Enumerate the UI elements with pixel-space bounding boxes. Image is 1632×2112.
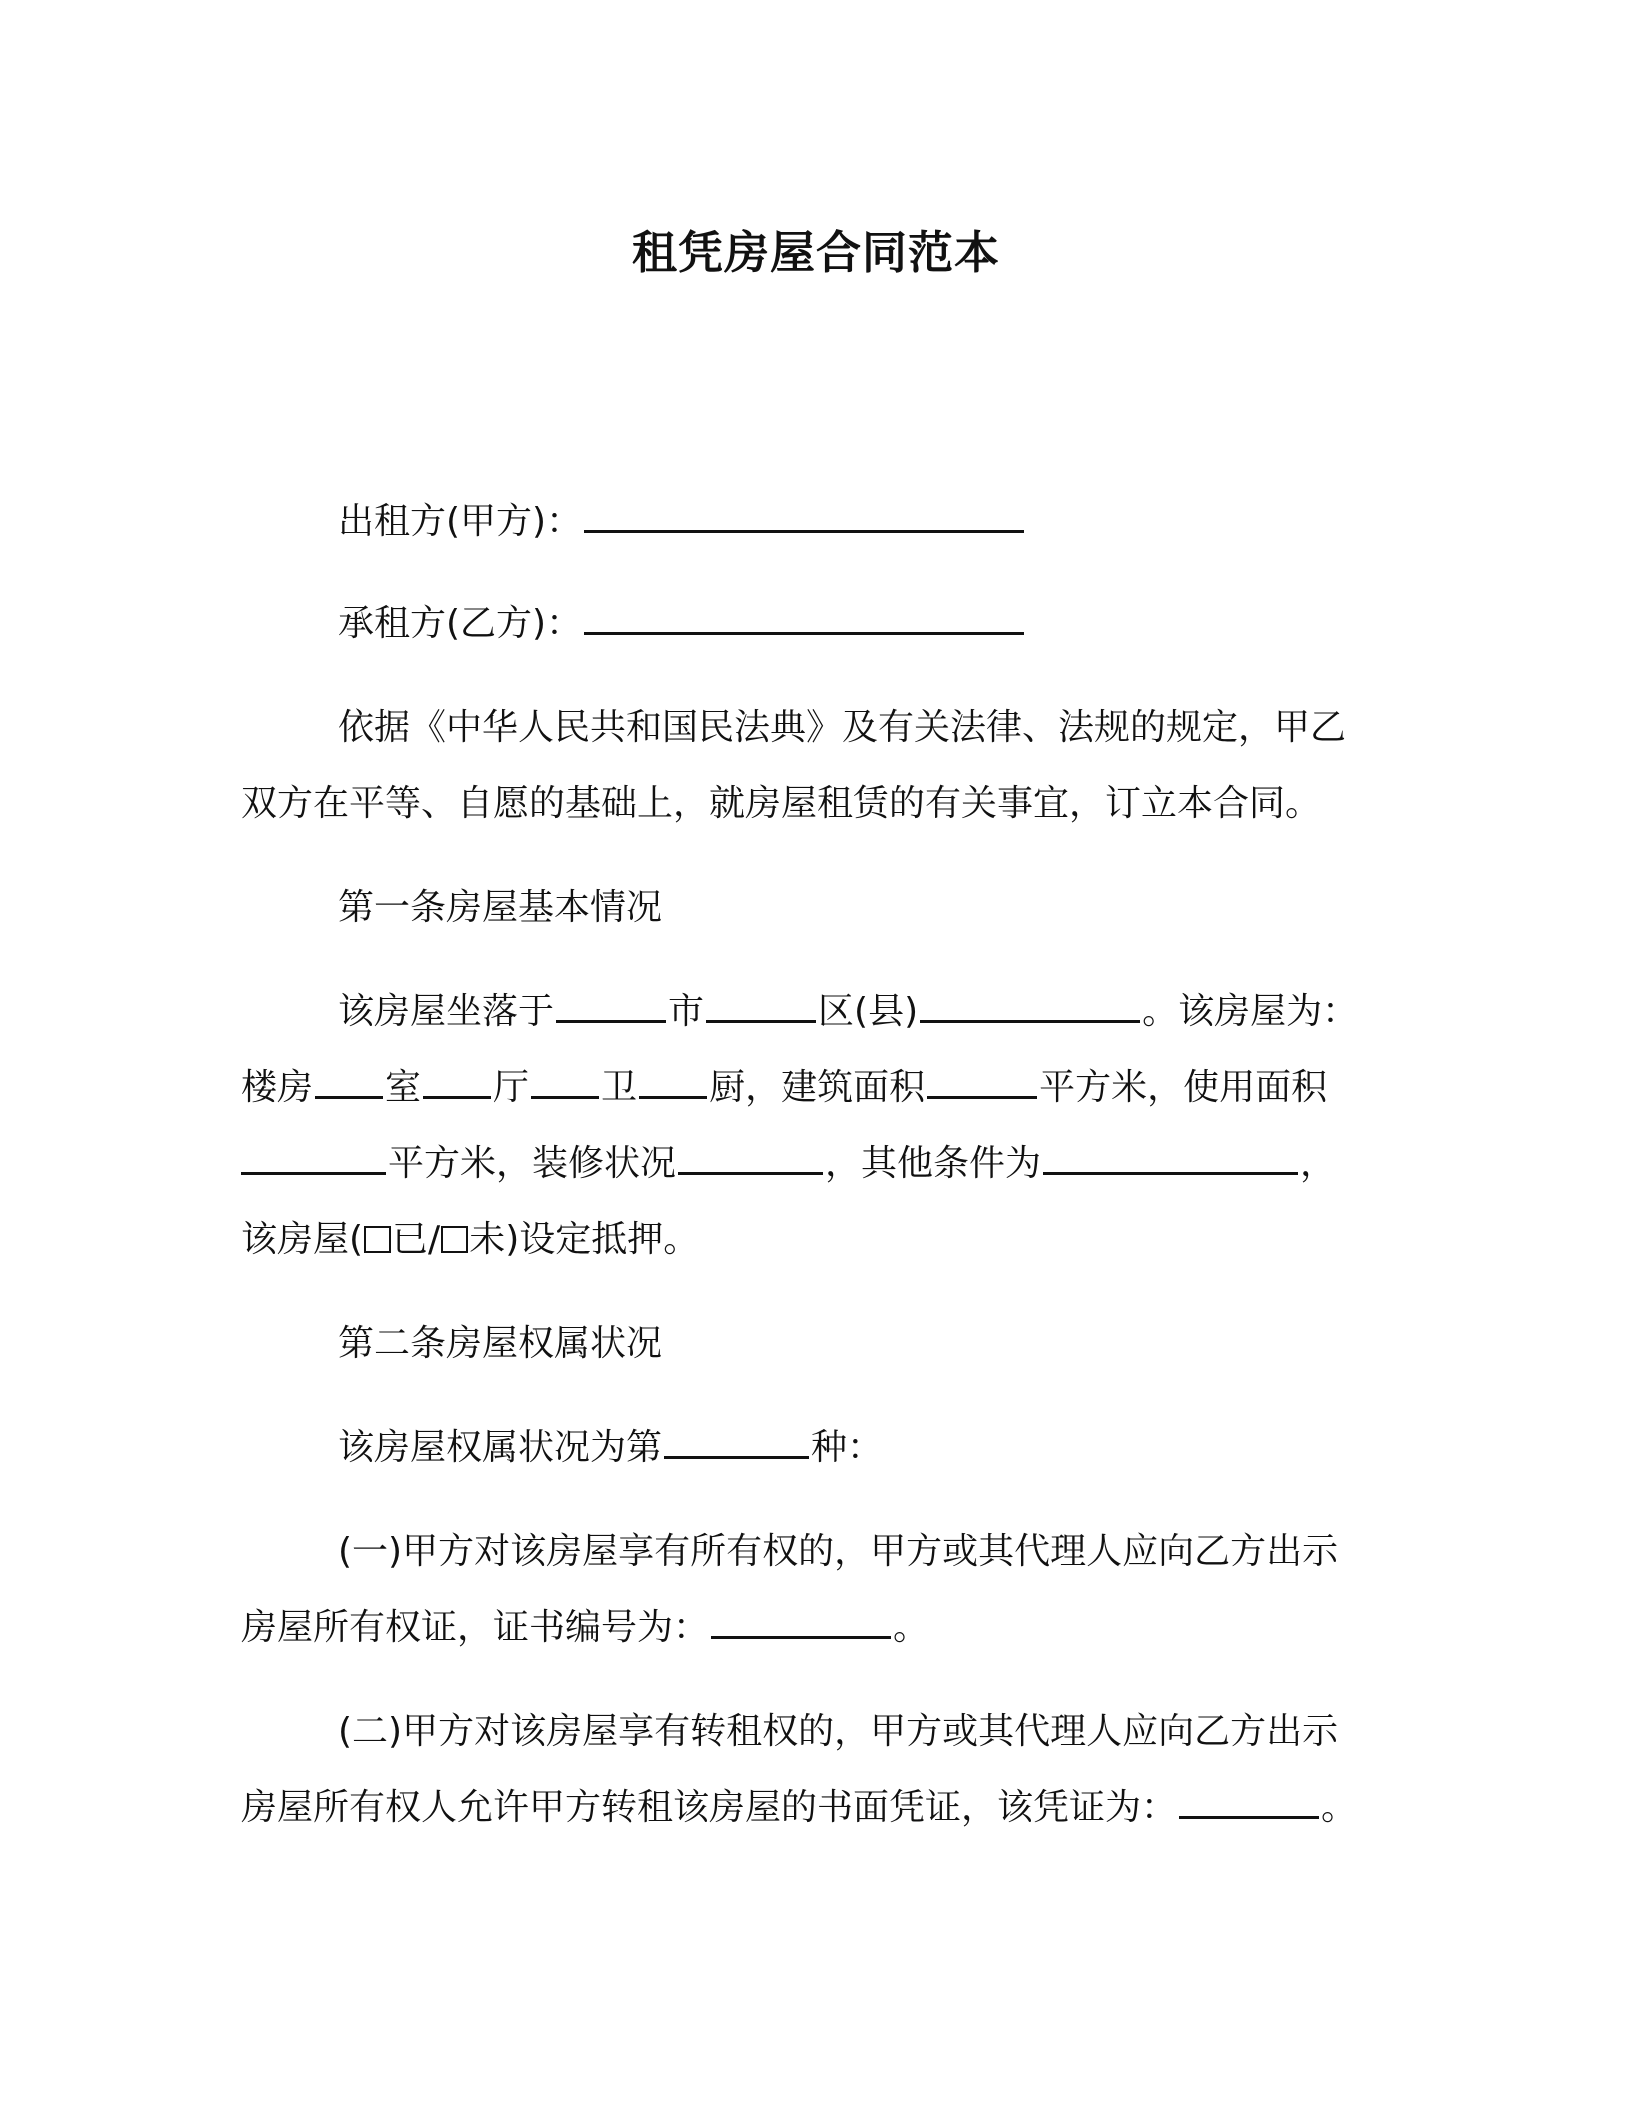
lessor-line — [338, 498, 1026, 546]
clause-2-line-2 — [241, 1784, 1357, 1832]
ownership-type-suffix: 种： — [811, 1427, 884, 1468]
ownership-type-label: 该房屋权属状况为第 — [338, 1427, 663, 1468]
clause-2-line-1: (二)甲方对该房屋享有转租权的，甲方或其代理人应向乙方出示 — [338, 1711, 1339, 1752]
usable-area-blank[interactable] — [241, 1142, 386, 1175]
other-conditions-blank[interactable] — [1043, 1142, 1298, 1175]
bath-count-blank[interactable] — [531, 1066, 599, 1099]
decoration-label: 平方米，装修状况 — [388, 1143, 677, 1184]
article-1-line-3 — [241, 1140, 1336, 1188]
sublease-proof-label: 房屋所有权人允许甲方转租该房屋的书面凭证，该凭证为： — [241, 1787, 1178, 1828]
clause-1-line-1: (一)甲方对该房屋享有所有权的，甲方或其代理人应向乙方出示 — [338, 1531, 1339, 1572]
not-mortgaged-option-label: 未)设定抵押。 — [469, 1219, 700, 1260]
floor-area-label: 厨，建筑面积 — [709, 1067, 926, 1108]
usable-area-label: 平方米，使用面积 — [1039, 1067, 1328, 1108]
certificate-label: 房屋所有权证，证书编号为： — [241, 1607, 710, 1648]
district-label: 区(县) — [818, 991, 919, 1032]
hall-label: 厅 — [493, 1067, 530, 1108]
district-blank[interactable] — [706, 990, 816, 1023]
mortgage-label: 该房屋( — [241, 1219, 364, 1260]
lessee-label: 承租方(乙方)： — [338, 603, 583, 644]
mortgaged-option-label: 已/ — [392, 1219, 441, 1260]
period: 。 — [893, 1607, 930, 1648]
article-1-line-2 — [241, 1064, 1327, 1112]
clause-1-line-2 — [241, 1604, 929, 1652]
kitchen-count-blank[interactable] — [639, 1066, 707, 1099]
house-type-label: 。该房屋为： — [1142, 991, 1359, 1032]
article-1-line-4 — [241, 1216, 699, 1264]
city-label: 市 — [668, 991, 705, 1032]
certificate-number-blank[interactable] — [711, 1606, 891, 1639]
page-title: 租凭房屋合同范本 — [631, 226, 1000, 279]
building-label: 楼房 — [241, 1067, 314, 1108]
article-2-line-1 — [338, 1424, 883, 1472]
lessee-line — [338, 600, 1026, 648]
mortgaged-checkbox[interactable] — [364, 1226, 391, 1253]
ownership-type-blank[interactable] — [664, 1426, 809, 1459]
location-label: 该房屋坐落于 — [338, 991, 555, 1032]
article-1-heading: 第一条房屋基本情况 — [338, 887, 663, 928]
hall-count-blank[interactable] — [423, 1066, 491, 1099]
city-blank[interactable] — [556, 990, 666, 1023]
room-count-blank[interactable] — [315, 1066, 383, 1099]
comma: ， — [1300, 1143, 1337, 1184]
bath-label: 卫 — [601, 1067, 638, 1108]
decoration-blank[interactable] — [678, 1142, 823, 1175]
lessor-blank[interactable] — [584, 500, 1024, 533]
room-label: 室 — [385, 1067, 422, 1108]
article-1-line-1 — [338, 988, 1358, 1036]
floor-area-blank[interactable] — [927, 1066, 1037, 1099]
intro-line-2: 双方在平等、自愿的基础上，就房屋租赁的有关事宜，订立本合同。 — [241, 783, 1322, 824]
period: 。 — [1321, 1787, 1358, 1828]
other-conditions-label: ，其他条件为 — [825, 1143, 1042, 1184]
sublease-proof-blank[interactable] — [1179, 1786, 1319, 1819]
intro-line-1: 依据《中华人民共和国民法典》及有关法律、法规的规定，甲乙 — [338, 707, 1347, 748]
lessee-blank[interactable] — [584, 602, 1024, 635]
address-blank[interactable] — [920, 990, 1140, 1023]
not-mortgaged-checkbox[interactable] — [441, 1226, 468, 1253]
article-2-heading: 第二条房屋权属状况 — [338, 1323, 663, 1364]
lessor-label: 出租方(甲方)： — [338, 501, 583, 542]
